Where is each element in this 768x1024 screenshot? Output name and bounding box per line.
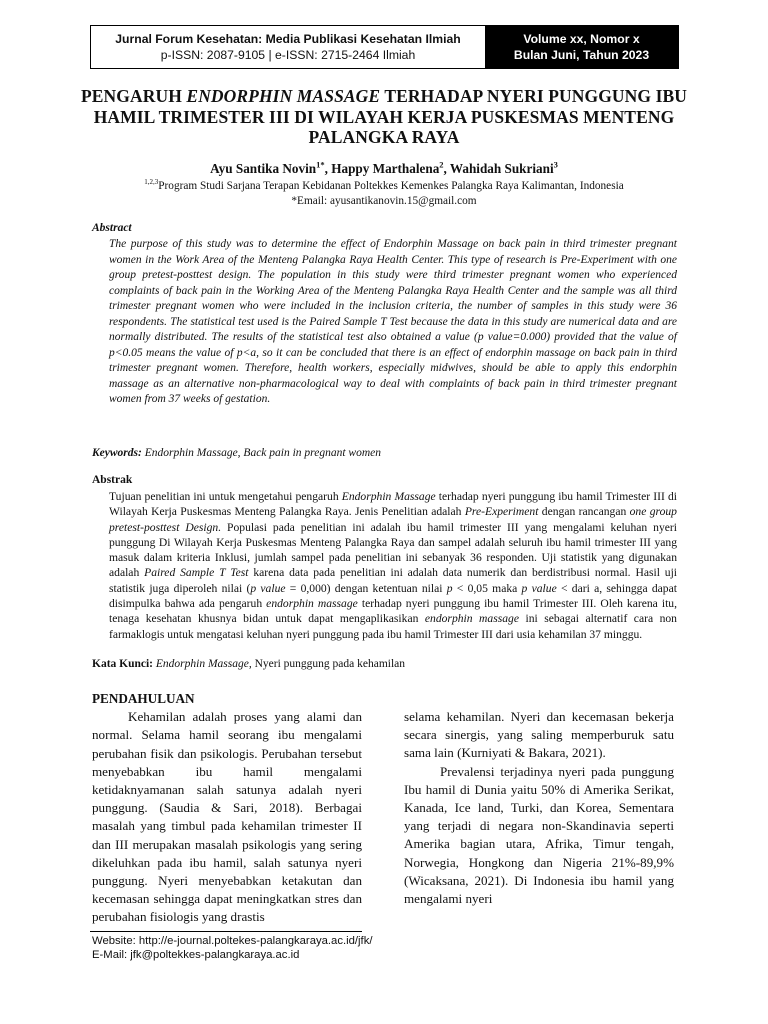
author-1: Ayu Santika Novin [210,161,317,176]
affiliation-text: Program Studi Sarjana Terapan Kebidanan Poltekkes Kemenkes Palangka Raya Kalimantan, Indonesia [158,180,624,192]
intro-right-column [404,708,674,908]
intro-paragraph: Kehamilan adalah proses yang alami dan normal. Selama hamil seorang ibu mengalami perubahan fisik dan psikologis. Perubahan tersebut menyebabkan ibu hamil mengalami ketidaknyamanan salah satunya adalah nyeri punggung. (Saudia & Sari, 2018). Berbagai masalah yang timbul pada kehamilan trimester II dan III merupakan masalah psikologis yang sering dikeluhkan pada ibu hamil, salah satunya nyeri punggung. Nyeri menyebabkan ketakutan dan kecemasan sehingga dapat meningkatkan stres dan perubahan fisiologis yang drastis [92,709,362,925]
author-2-sup: 2 [439,159,444,170]
journal-date: Bulan Juni, Tahun 2023 [513,48,650,62]
author-sep: , [443,161,450,176]
journal-name: Jurnal Forum Kesehatan: Media Publikasi Kesehatan Ilmiah [115,32,461,46]
kata-kunci-line [92,658,405,670]
abstrak-segment: dengan rancangan [538,505,630,519]
abstrak-segment: ini sebagai alternatif cara non farmaklogis untuk mengatasi keluhan nyeri punggung pada ibu hamil Trimester III dari usia kehamilan 37 minggu. [109,612,677,641]
keywords-label: Keywords: [92,447,142,459]
title-italic-term: ENDORPHIN MASSAGE [186,86,381,106]
abstrak-segment: < 0,05 maka [452,581,522,595]
kata-kunci-label: Kata Kunci: [92,658,154,670]
journal-info [91,26,485,68]
abstract-text: The purpose of this study was to determine the effect of Endorphin Massage on back pain in third trimester pregnant women in the Work Area of the Menteng Palangka Raya Health Center. This type of research is Pre-Experiment with one group pretest-posttest design. The population in this study were third trimester pregnant women who experienced complaints of back pain in the Working Area of the Menteng Palangka Raya Health Center and the sample was all third trimester pregnant women who were included in the inclusion criteria, the number of samples in this study were 36 respondents. The statistical test used is the Paired Sample T Test because the data in this study are numerical data and are normally distributed. The results of the statistical test also obtained a value (p value=0.000) provided that the value of p<0.05 means the value of p<a, so it can be concluded that there is an effect of endorphin massage on back pain in third trimester pregnant women. Therefore, health workers, especially midwives, should be able to apply this endorphin massage as an alternative non-pharmacological way to deal with complaints of back pain in third trimester pregnant women from 37 weeks of gestation. [109,238,677,405]
abstrak-segment: Tujuan penelitian ini untuk mengetahui pengaruh [109,490,342,503]
intro-paragraph: Prevalensi terjadinya nyeri pada punggung Ibu hamil di Dunia yaitu 50% di Amerika Serikat, Kanada, Ice land, Turki, dan Korea, Sementara yang terjadi di negara non-Skandinavia seperti Amerika bagian utara, Afrika, Timur tengah, Norwegia, Hongkong dan Nigeria 21%-89,9% (Wicaksana, 2021). Di Indonesia ibu hamil yang mengalami nyeri [404,763,674,907]
abstrak-italic: endorphin massage [424,612,519,626]
title-part-3: TERHADAP NYERI PUNGGUNG IBU HAMIL TRIMESTER III DI WILAYAH KERJA PUSKESMAS MENTENG PALANGKA RAYA [93,86,687,147]
footer-website[interactable]: Website: http://e-journal.poltekes-palangkaraya.ac.id/jfk/ [92,935,373,947]
abstrak-italic: p [446,581,453,595]
abstrak-segment: terhadap nyeri punggung ibu hamil Trimester III di Wilayah Kerja Puskesmas Menteng Palangka Raya. Jenis Penelitian adalah [109,490,678,519]
abstract-heading: Abstract [92,222,132,234]
abstrak-italic: one group pretest-posttest Design. [109,505,677,534]
journal-header [90,25,679,69]
keywords-value: Endorphin Massage, Back pain in pregnant women [141,447,381,459]
affiliation [60,179,708,194]
corresponding-email: *Email: ayusantikanovin.15@gmail.com [291,194,477,207]
kata-kunci-italic: Endorphin Massage, [153,658,252,670]
author-3: Wahidah Sukriani [449,161,554,176]
abstrak-italic: Paired Sample T Test [144,566,249,580]
abstrak-italic: p value [250,581,286,595]
journal-issn: p-ISSN: 2087-9105 | e-ISSN: 2715-2464 Ilmiah [160,48,416,62]
affiliation-block [60,179,708,208]
abstrak-italic: endorphin massage [266,597,358,611]
intro-paragraph: selama kehamilan. Nyeri dan kecemasan bekerja secara sinergis, yang saling memperburuk satu sama lain (Kurniyati & Bakara, 2021). [404,709,674,761]
abstrak-segment: Populasi pada penelitian ini adalah ibu hamil trimester III yang mengalami keluhan nyeri punggung Di Wilayah Kerja Puskesmas Menteng Palangka Raya dan sampel adalah seluruh ibu hamil trimester III yang masuk dalam kriteria Inklusi, jumlah sampel pada penelitian ini sebanyak 36 responden. Uji statistik yang digunakan adalah [109,520,677,580]
author-sep: , [324,161,332,176]
keywords-line [92,447,381,459]
title-part-1: PENGARUH [81,86,187,106]
paper-title [60,86,708,148]
abstrak-segment: < dari a, sehingga dapat disimpulka bahwa ada pengaruh [109,581,677,611]
page-footer [92,935,372,962]
kata-kunci-rest: Nyeri punggung pada kehamilan [251,658,406,670]
author-list [60,161,708,177]
abstrak-text [109,489,677,642]
footer-email[interactable]: E-Mail: jfk@poltekkes-palangkaraya.ac.id [92,948,300,961]
abstrak-italic: Pre-Experiment [464,505,539,519]
abstrak-heading: Abstrak [92,474,133,486]
footer-divider [90,931,362,932]
abstrak-italic: Endorphin Massage [341,490,436,503]
author-2: Happy Marthalena [331,161,440,176]
intro-left-column [92,690,362,927]
abstrak-italic: p value [521,581,557,595]
journal-volume: Volume xx, Nomor x [523,32,640,46]
author-3-sup: 3 [553,159,558,170]
author-1-sup: 1* [316,159,325,170]
section-heading: PENDAHULUAN [92,691,195,706]
abstrak-segment: karena data pada penelitian ini adalah data numerik dan berdistribusi normal. Hasil uji statistik juga diperoleh nilai ( [109,566,678,595]
abstrak-segment: = 0,000) dengan ketentuan nilai [285,581,447,595]
abstrak-segment: terhadap nyeri punggung ibu hamil Trimester III. Oleh karena itu, tenaga kesehatan khusnya bidan untuk dapat mengaplikasikan [109,597,678,626]
journal-issue-box [485,26,678,68]
affiliation-sup: 1,2,3 [144,178,159,187]
